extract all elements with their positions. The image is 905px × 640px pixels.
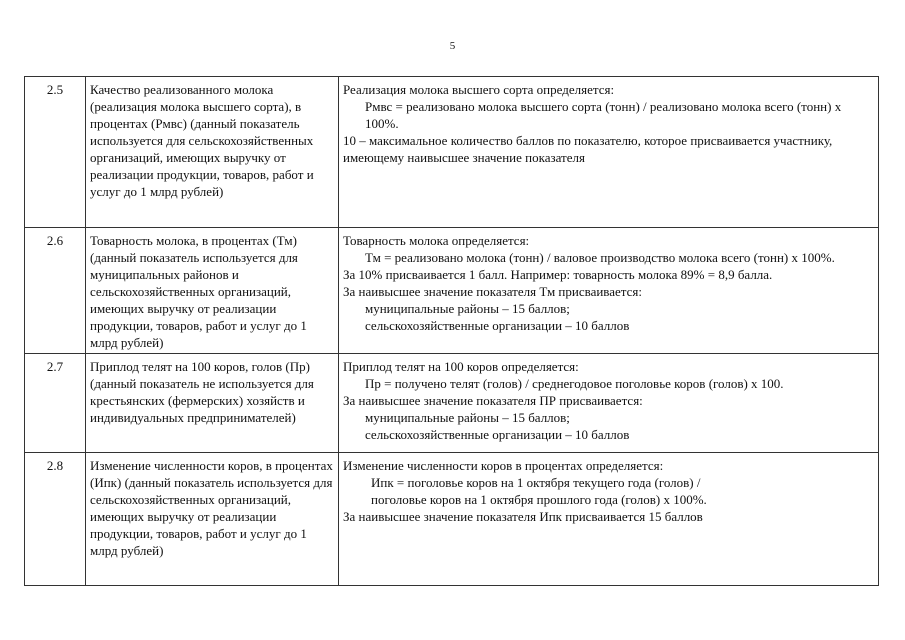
table-row <box>25 228 879 354</box>
row-number: 2.7 <box>25 354 86 453</box>
desc-line: муниципальные районы – 15 баллов; <box>365 410 570 425</box>
desc-line: За наивысшее значение показателя Ипк присваивается 15 баллов <box>343 509 703 524</box>
desc-line: Приплод телят на 100 коров определяется: <box>343 359 579 374</box>
desc-line: За наивысшее значение показателя ПР присваивается: <box>343 393 643 408</box>
indicator-name: Товарность молока, в процентах (Тм)(данный показатель используется для муниципальных районов и сельскохозяйственных организаций, имеющих выручку от реализации продукции, товаров, работ и услуг до 1 млрд рублей) <box>86 228 339 354</box>
indicator-name: Приплод телят на 100 коров, голов (Пр) (данный показатель не используется для крестьянских (фермерских) хозяйств и индивидуальных предпринимателей) <box>86 354 339 453</box>
desc-line: 10 – максимальное количество баллов по показателю, которое присваивается участнику, имеющему наивысшее значение показателя <box>343 133 833 165</box>
indicator-description <box>339 453 879 586</box>
formula-line: Тм = реализовано молока (тонн) / валовое производство молока всего (тонн) x 100%. <box>365 250 835 265</box>
row-number: 2.5 <box>25 77 86 228</box>
indicator-description <box>339 77 879 228</box>
desc-line: Товарность молока определяется: <box>343 233 530 248</box>
desc-line: За 10% присваивается 1 балл. Например: товарность молока 89% = 8,9 балла. <box>343 267 773 282</box>
row-number: 2.6 <box>25 228 86 354</box>
desc-line: сельскохозяйственные организации – 10 баллов <box>365 318 630 333</box>
indicator-name: Изменение численности коров, в процентах (Ипк) (данный показатель используется для сельскохозяйственных организаций, имеющих выручку от реализации продукции, товаров, работ и услуг до 1 млрд рублей) <box>86 453 339 586</box>
desc-line: сельскохозяйственные организации – 10 баллов <box>365 427 630 442</box>
page-number: 5 <box>449 40 456 52</box>
indicator-name: Качество реализованного молока (реализация молока высшего сорта), в процентах (Рмвс) (данный показатель используется для сельскохозяйственных организаций, имеющих выручку от реализации продукции, товаров, работ и услуг до 1 млрд рублей) <box>86 77 339 228</box>
formula-line: Рмвс = реализовано молока высшего сорта (тонн) / реализовано молока всего (тонн) x 100%. <box>365 99 842 131</box>
table-row <box>25 77 879 228</box>
indicator-description <box>339 228 879 354</box>
formula-line: Ипк = поголовье коров на 1 октября текущего года (голов) / <box>371 475 701 490</box>
criteria-table <box>24 76 879 586</box>
table-row <box>25 354 879 453</box>
desc-line: Реализация молока высшего сорта определяется: <box>343 82 615 97</box>
desc-line: муниципальные районы – 15 баллов; <box>365 301 570 316</box>
desc-line: За наивысшее значение показателя Тм присваивается: <box>343 284 643 299</box>
indicator-description <box>339 354 879 453</box>
table-row <box>25 453 879 586</box>
row-number: 2.8 <box>25 453 86 586</box>
desc-line: Изменение численности коров в процентах определяется: <box>343 458 664 473</box>
formula-line: поголовье коров на 1 октября прошлого года (голов) x 100%. <box>371 492 707 507</box>
formula-line: Пр = получено телят (голов) / среднегодовое поголовье коров (голов) x 100. <box>365 376 784 391</box>
